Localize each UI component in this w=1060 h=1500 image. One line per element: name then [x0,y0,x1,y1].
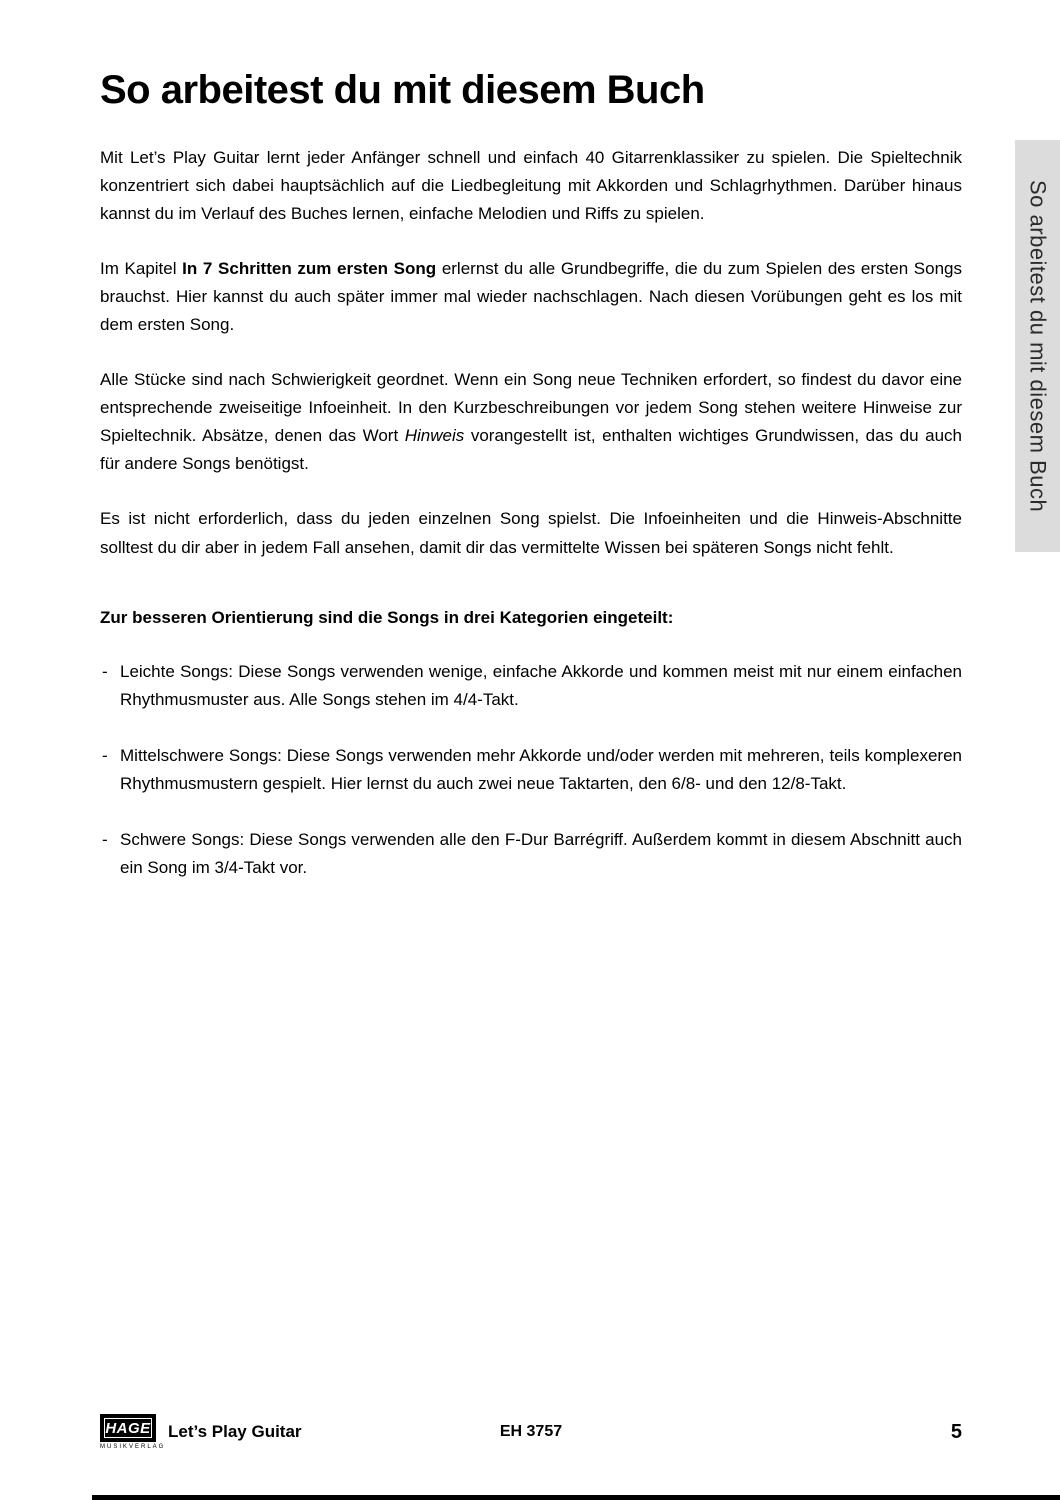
chapter-sidebar-tab [1015,140,1060,552]
paragraph-structure-pre: Alle Stücke sind nach Schwierigkeit geordnet. Wenn ein Song neue Techniken erfordert, so findest du davor eine entsprechende zweiseitige Infoeinheit. In den Kurzbeschreibungen vor jedem Song stehen weitere Hinweise zur Spieltechnik. Absätze, denen das Wort [100,370,962,446]
list-item-text: Leichte Songs: Diese Songs verwenden wenige, einfache Akkorde und kommen meist mit nur einem einfachen Rhythmusmuster aus. Alle Songs stehen im 4/4-Takt. [120,661,962,709]
paragraph-structure-post: vorangestellt ist, enthalten wichtiges Grundwissen, das du auch für andere Songs benötigst. [100,426,962,474]
paragraph-intro-text: Mit Let’s Play Guitar lernt jeder Anfänger schnell und einfach 40 Gitarrenklassiker zu spielen. Die Spieltechnik konzentriert sich dabei hauptsächlich auf die Liedbegleitung mit Akkorden und Schlagrhythmen. Darüber hinaus kannst du im Verlauf des Buches lernen, einfache Melodien und Riffs zu spielen. [100,148,962,224]
footer-edition-number: EH 3757 [499,1423,563,1440]
footer-page-number: 5 [950,1420,962,1443]
list-item-text: Mittelschwere Songs: Diese Songs verwenden mehr Akkorde und/oder werden mit mehreren, teils komplexeren Rhythmusmustern gespielt. Hier lernst du auch zwei neue Taktarten, den 6/8- und den 12/8-Takt. [120,745,962,793]
list-item-medium-songs [100,742,962,798]
list-item-text: Schwere Songs: Diese Songs verwenden alle den F-Dur Barrégriff. Außerdem kommt in diesem Abschnitt auch ein Song im 3/4-Takt vor. [120,829,962,877]
paragraph-advice-text: Es ist nicht erforderlich, dass du jeden einzelnen Song spielst. Die Infoeinheiten und die Hinweis-Abschnitte solltest du dir aber in jedem Fall ansehen, damit dir das vermittelte Wissen bei späteren Songs nicht fehlt. [100,509,962,557]
paragraph-advice [100,505,962,561]
list-item-easy-songs [100,658,962,714]
page-bottom-rule [92,1495,1060,1500]
chapter-name-bold: In 7 Schritten zum ersten Song [182,259,437,279]
list-item-hard-songs [100,826,962,882]
bullet-dash: - [102,829,108,849]
paragraph-chapter-post: erlernst du alle Grundbegriffe, die du zum Spielen des ersten Songs brauchst. Hier kannst du auch später immer mal wieder nachschlagen. Nach diesen Vorübungen geht es los mit dem ersten Song. [100,259,963,335]
bullet-dash: - [102,745,108,765]
bullet-dash: - [102,661,108,681]
paragraph-structure [100,366,962,478]
page-footer [100,1412,962,1452]
paragraph-chapter-pre: Im Kapitel [100,259,183,279]
page-title: So arbeitest du mit diesem Buch [100,68,705,112]
hage-logo-box: HAGE [100,1414,156,1442]
hinweis-italic: Hinweis [404,426,465,446]
page-content [100,68,962,910]
paragraph-chapter [100,255,962,339]
categories-heading: Zur besseren Orientierung sind die Songs in drei Kategorien eingeteilt: [100,607,674,627]
footer-book-title: Let’s Play Guitar [168,1422,302,1441]
sidebar-chapter-label: So arbeitest du mit diesem Buch [1025,179,1051,513]
paragraph-intro [100,144,962,228]
hage-logo-subtext: MUSIKVERLAG [100,1444,166,1450]
